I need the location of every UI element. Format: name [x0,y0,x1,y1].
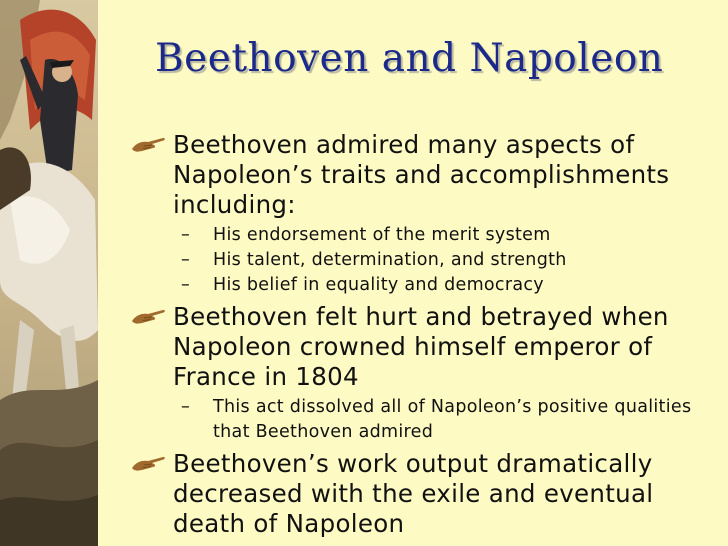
dash-marker: – [181,275,191,295]
bullet-item [130,449,720,539]
sub-bullet-item [173,248,720,273]
pointing-hand-icon [130,454,166,474]
dash-marker: – [181,397,191,417]
bullet-text: Beethoven felt hurt and betrayed when Napoleon crowned himself emperor of France in 1804 [173,302,669,391]
sub-bullet-item [173,223,720,248]
sub-bullet-item [173,395,720,445]
bullet-item [130,302,720,445]
bullet-list [130,130,720,539]
pointing-hand-icon [130,135,166,155]
sub-bullet-text: His endorsement of the merit system [213,225,551,245]
bullet-text: Beethoven’s work output dramatically decreased with the exile and eventual death of Napoleon [173,449,654,538]
dash-marker: – [181,250,191,270]
dash-marker: – [181,225,191,245]
slide-title: Beethoven and Napoleon [155,36,664,81]
pointing-hand-icon [130,307,166,327]
sub-bullet-text: His talent, determination, and strength [213,250,567,270]
napoleon-painting-image [0,0,98,546]
bullet-item [130,130,720,298]
sub-bullet-text: This act dissolved all of Napoleon’s positive qualities that Beethoven admired [213,397,692,442]
sub-bullet-list [173,223,720,298]
sub-bullet-text: His belief in equality and democracy [213,275,544,295]
sub-bullet-list [173,395,720,445]
bullet-text: Beethoven admired many aspects of Napoleon’s traits and accomplishments including: [173,130,670,219]
sub-bullet-item [173,273,720,298]
